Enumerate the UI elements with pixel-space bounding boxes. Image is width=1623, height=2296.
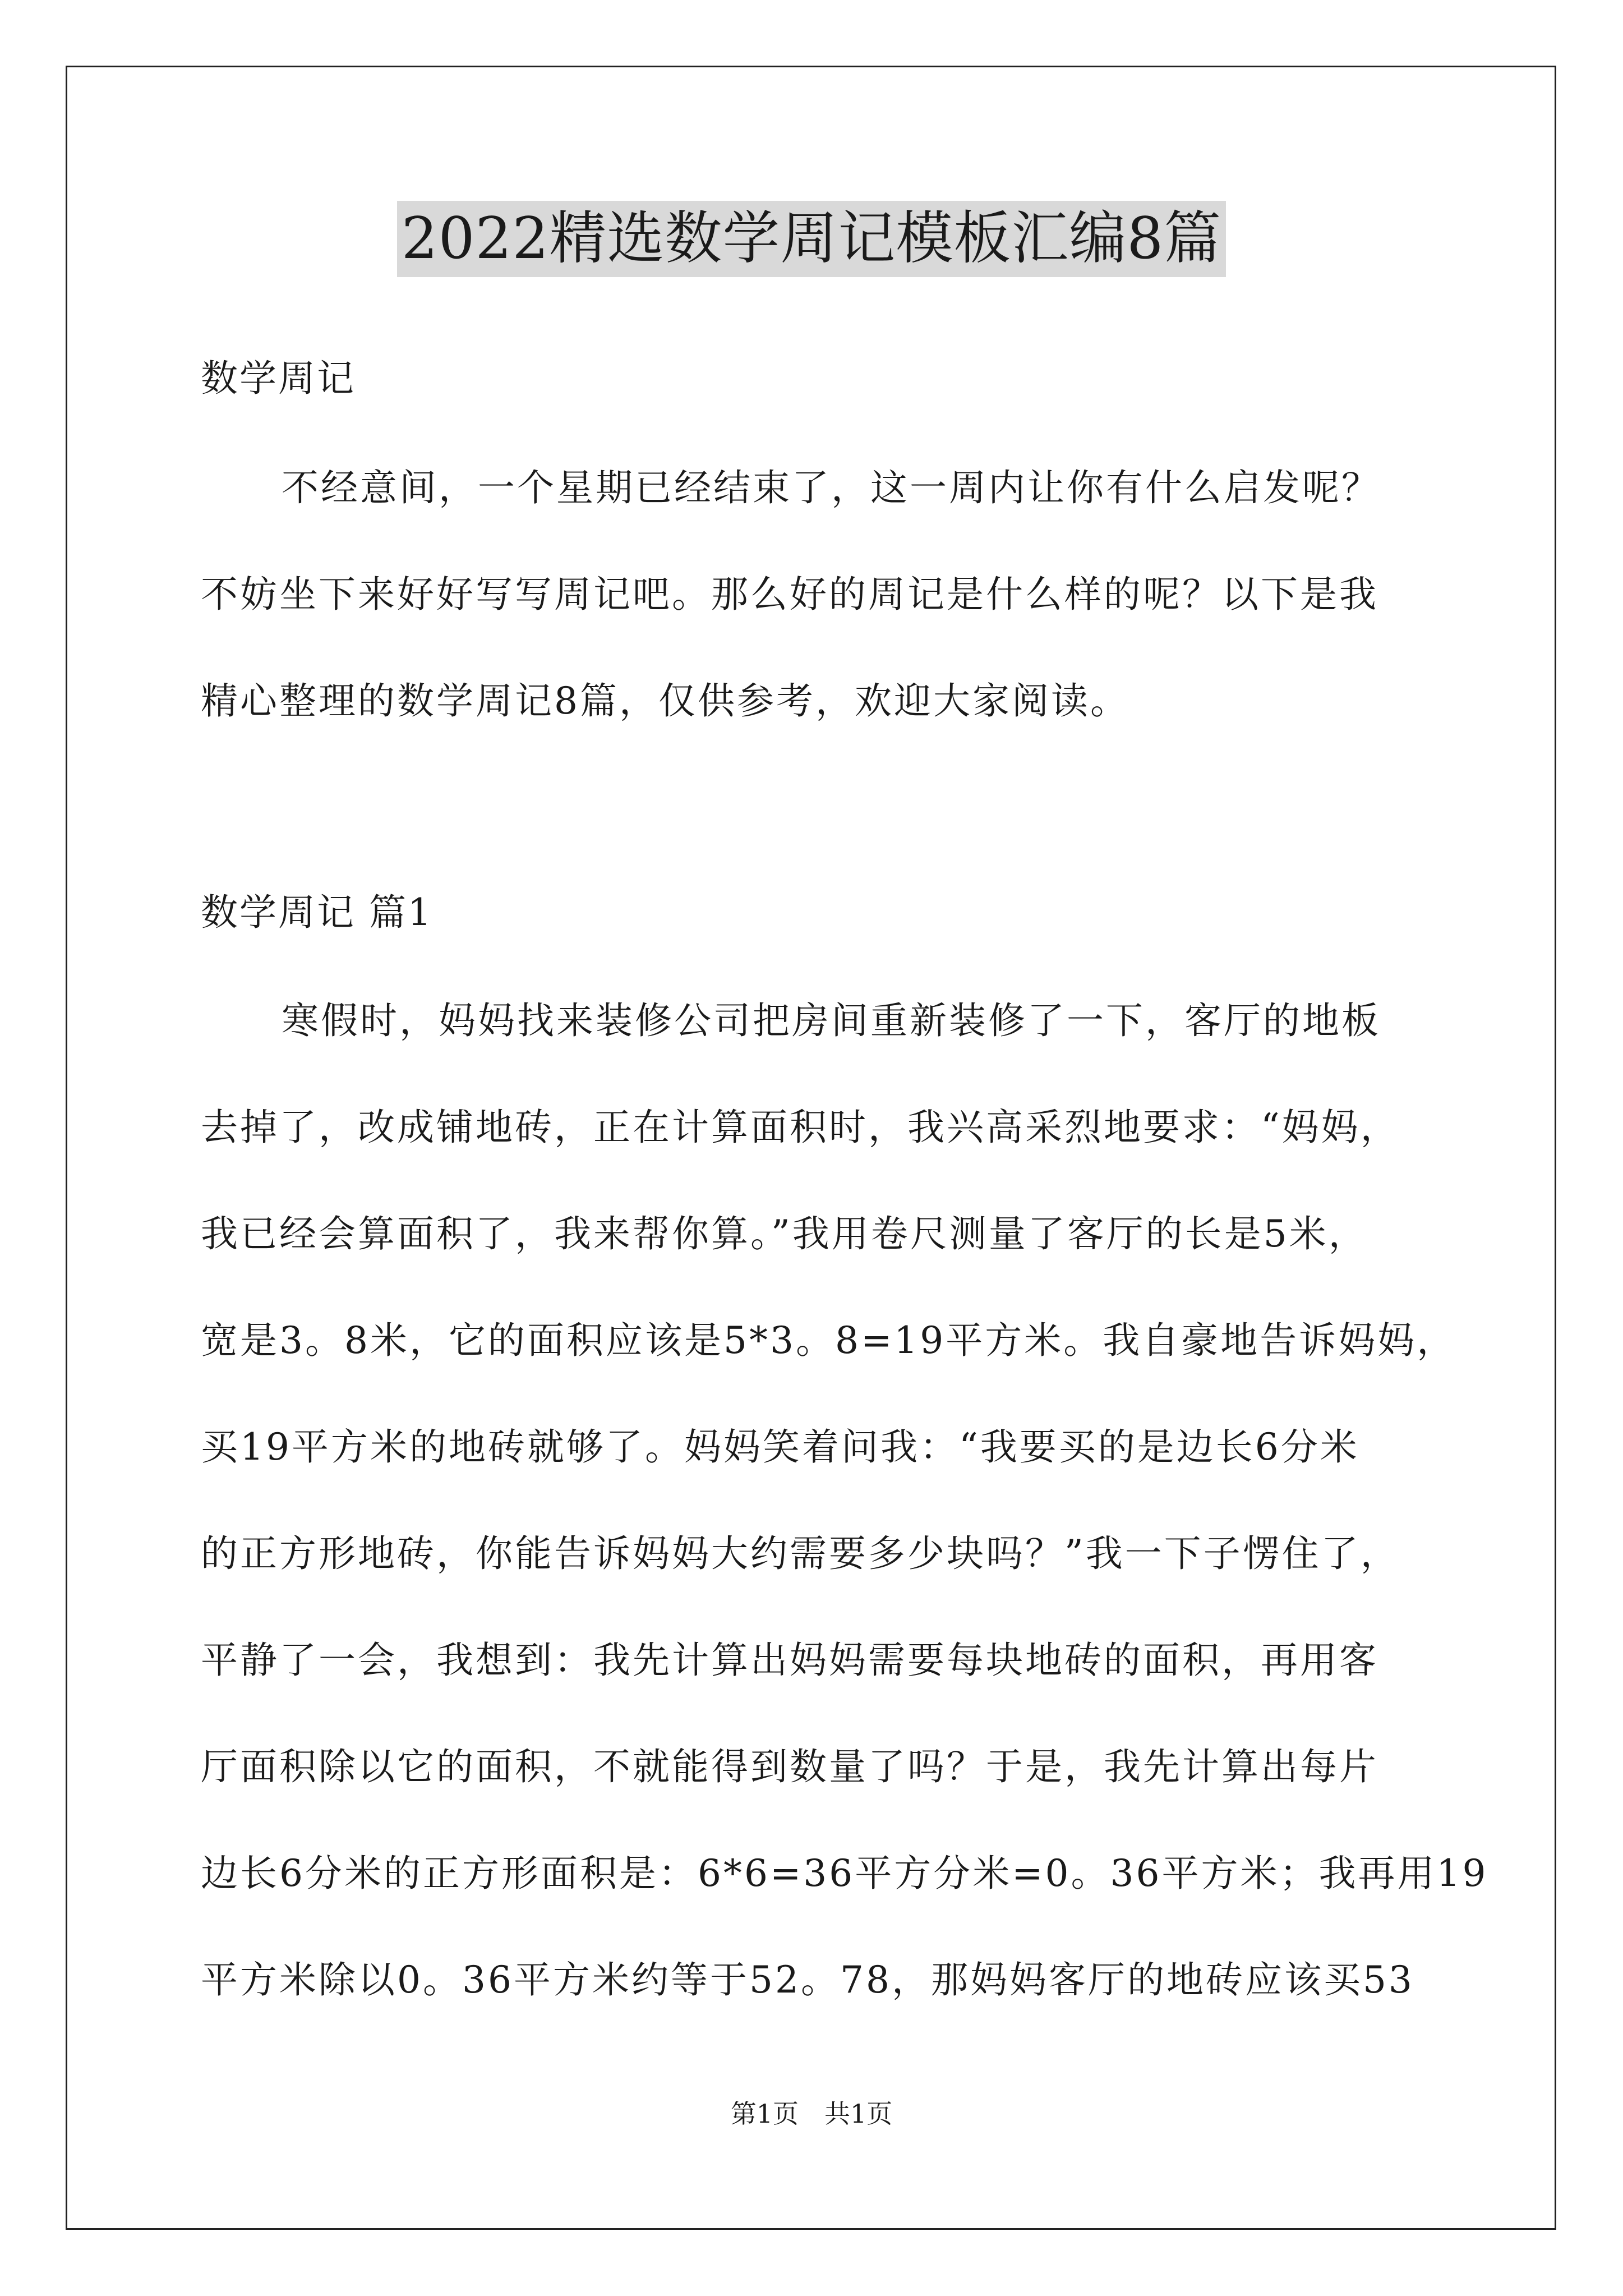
intro-heading: 数学周记 (201, 357, 356, 400)
section-paragraph-line: 寒假时，妈妈找来装修公司把房间重新装修了一下，客厅的地板 (282, 999, 1381, 1042)
section-paragraph-line: 去掉了，改成铺地砖，正在计算面积时，我兴高采烈地要求：“妈妈， (201, 1106, 1400, 1149)
section-paragraph-line: 厅面积除以它的面积，不就能得到数量了吗？于是，我先计算出每片 (201, 1745, 1378, 1788)
section-paragraph-line: 宽是3。8米，它的面积应该是5*3。8=19平方米。我自豪地告诉妈妈， (201, 1319, 1456, 1362)
intro-paragraph-line: 不妨坐下来好好写写周记吧。那么好的周记是什么样的呢？以下是我 (201, 573, 1378, 616)
intro-paragraph-line: 精心整理的数学周记8篇，仅供参考，欢迎大家阅读。 (201, 679, 1129, 723)
section-paragraph-line: 买19平方米的地砖就够了。妈妈笑着问我：“我要买的是边长6分米 (201, 1425, 1359, 1469)
section-paragraph-line: 我已经会算面积了，我来帮你算。”我用卷尺测量了客厅的长是5米， (201, 1212, 1368, 1255)
section-paragraph-line: 边长6分米的正方形面积是：6*6=36平方分米=0。36平方米；我再用19 (201, 1852, 1488, 1895)
section-heading: 数学周记 篇1 (201, 891, 433, 934)
section-paragraph-line: 的正方形地砖，你能告诉妈妈大约需要多少块吗？”我一下子愣住了， (201, 1532, 1400, 1575)
page-footer: 第1页 共1页 (730, 2099, 893, 2129)
document-title: 2022精选数学周记模板汇编8篇 (397, 201, 1226, 277)
section-paragraph-line: 平静了一会，我想到：我先计算出妈妈需要每块地砖的面积，再用客 (201, 1639, 1378, 1682)
title-container (0, 201, 1623, 277)
section-paragraph-line: 平方米除以0。36平方米约等于52。78，那妈妈客厅的地砖应该买53 (201, 1958, 1414, 2001)
intro-paragraph-line: 不经意间，一个星期已经结束了，这一周内让你有什么启发呢？ (282, 466, 1381, 509)
